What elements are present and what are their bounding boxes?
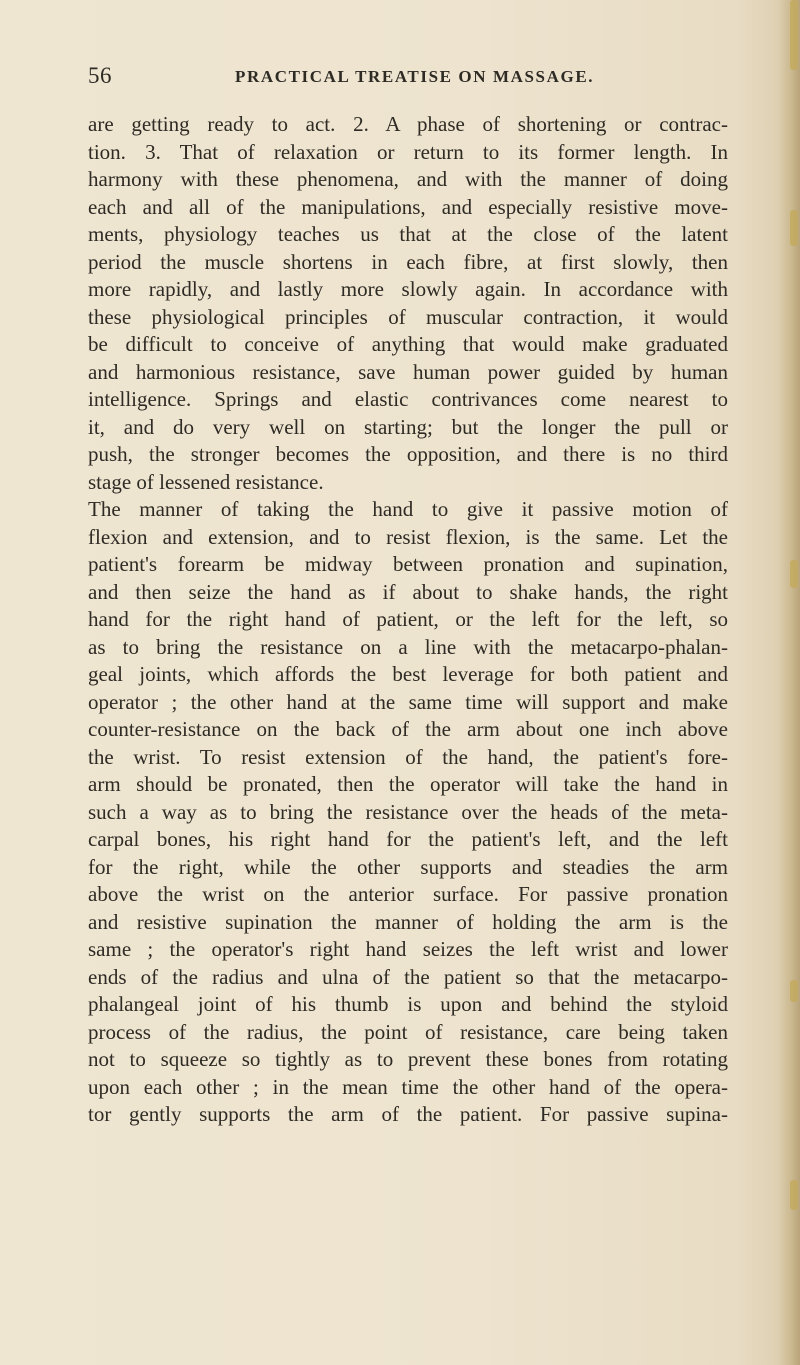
- text-line: tor gently supports the arm of the patient. For passive supina-: [88, 1102, 728, 1126]
- text-line: harmony with these phenomena, and with the manner of doing: [88, 167, 728, 191]
- text-line: such a way as to bring the resistance over the heads of the meta-: [88, 799, 728, 824]
- text-line: be difficult to conceive of anything that would make graduated: [88, 332, 728, 356]
- body-text: [88, 111, 728, 1129]
- text-line: ments, physiology teaches us that at the close of the latent: [88, 222, 728, 246]
- text-line: same ; the operator's right hand seizes the left wrist and lower: [88, 937, 728, 961]
- stain-mark: [790, 560, 798, 588]
- text-line: upon each other ; in the mean time the other hand of the opera-: [88, 1074, 728, 1099]
- text-line: as to bring the resistance on a line with the metacarpo-phalan-: [88, 634, 728, 659]
- text-line: and harmonious resistance, save human power guided by human: [88, 359, 728, 384]
- stain-mark: [790, 1180, 798, 1210]
- text-line: flexion and extension, and to resist flexion, is the same. Let the: [88, 524, 728, 549]
- text-line: geal joints, which affords the best leverage for both patient and: [88, 662, 728, 686]
- text-line: and then seize the hand as if about to shake hands, the right: [88, 579, 728, 604]
- text-line: The manner of taking the hand to give it passive motion of: [88, 497, 728, 521]
- text-line: it, and do very well on starting; but the longer the pull or: [88, 414, 728, 439]
- text-line: the wrist. To resist extension of the hand, the patient's fore-: [88, 744, 728, 769]
- text-line: not to squeeze so tightly as to prevent these bones from rotating: [88, 1047, 728, 1071]
- text-line: each and all of the manipulations, and especially resistive move-: [88, 194, 728, 219]
- stain-mark: [790, 0, 798, 70]
- stain-mark: [790, 210, 798, 246]
- text-line: patient's forearm be midway between pronation and supination,: [88, 552, 728, 576]
- text-line: intelligence. Springs and elastic contrivances come nearest to: [88, 387, 728, 411]
- text-line: hand for the right hand of patient, or the left for the left, so: [88, 607, 728, 631]
- page-header: [88, 63, 728, 89]
- text-line: for the right, while the other supports and steadies the arm: [88, 854, 728, 879]
- text-line: these physiological principles of muscular contraction, it would: [88, 304, 728, 329]
- text-line: more rapidly, and lastly more slowly again. In accordance with: [88, 277, 728, 301]
- text-line: stage of lessened resistance.: [88, 469, 324, 494]
- text-line: above the wrist on the anterior surface. For passive pronation: [88, 882, 728, 906]
- text-line: operator ; the other hand at the same time will support and make: [88, 689, 728, 714]
- text-line: arm should be pronated, then the operator will take the hand in: [88, 772, 728, 796]
- text-line: counter-resistance on the back of the arm about one inch above: [88, 717, 728, 741]
- running-head: PRACTICAL TREATISE ON MASSAGE.: [235, 67, 595, 86]
- text-line: process of the radius, the point of resistance, care being taken: [88, 1019, 728, 1044]
- text-line: phalangeal joint of his thumb is upon and behind the styloid: [88, 992, 728, 1016]
- text-line: tion. 3. That of relaxation or return to its former length. In: [88, 139, 728, 164]
- text-line: ends of the radius and ulna of the patient so that the metacarpo-: [88, 964, 728, 989]
- text-line: push, the stronger becomes the opposition, and there is no third: [88, 442, 728, 466]
- text-line: are getting ready to act. 2. A phase of shortening or contrac-: [88, 112, 728, 136]
- page-edge-shadow: [778, 0, 800, 1365]
- text-line: carpal bones, his right hand for the patient's left, and the left: [88, 827, 728, 851]
- text-line: period the muscle shortens in each fibre, at first slowly, then: [88, 249, 728, 274]
- text-line: and resistive supination the manner of holding the arm is the: [88, 909, 728, 934]
- stain-mark: [790, 980, 798, 1002]
- page-number: 56: [88, 63, 112, 88]
